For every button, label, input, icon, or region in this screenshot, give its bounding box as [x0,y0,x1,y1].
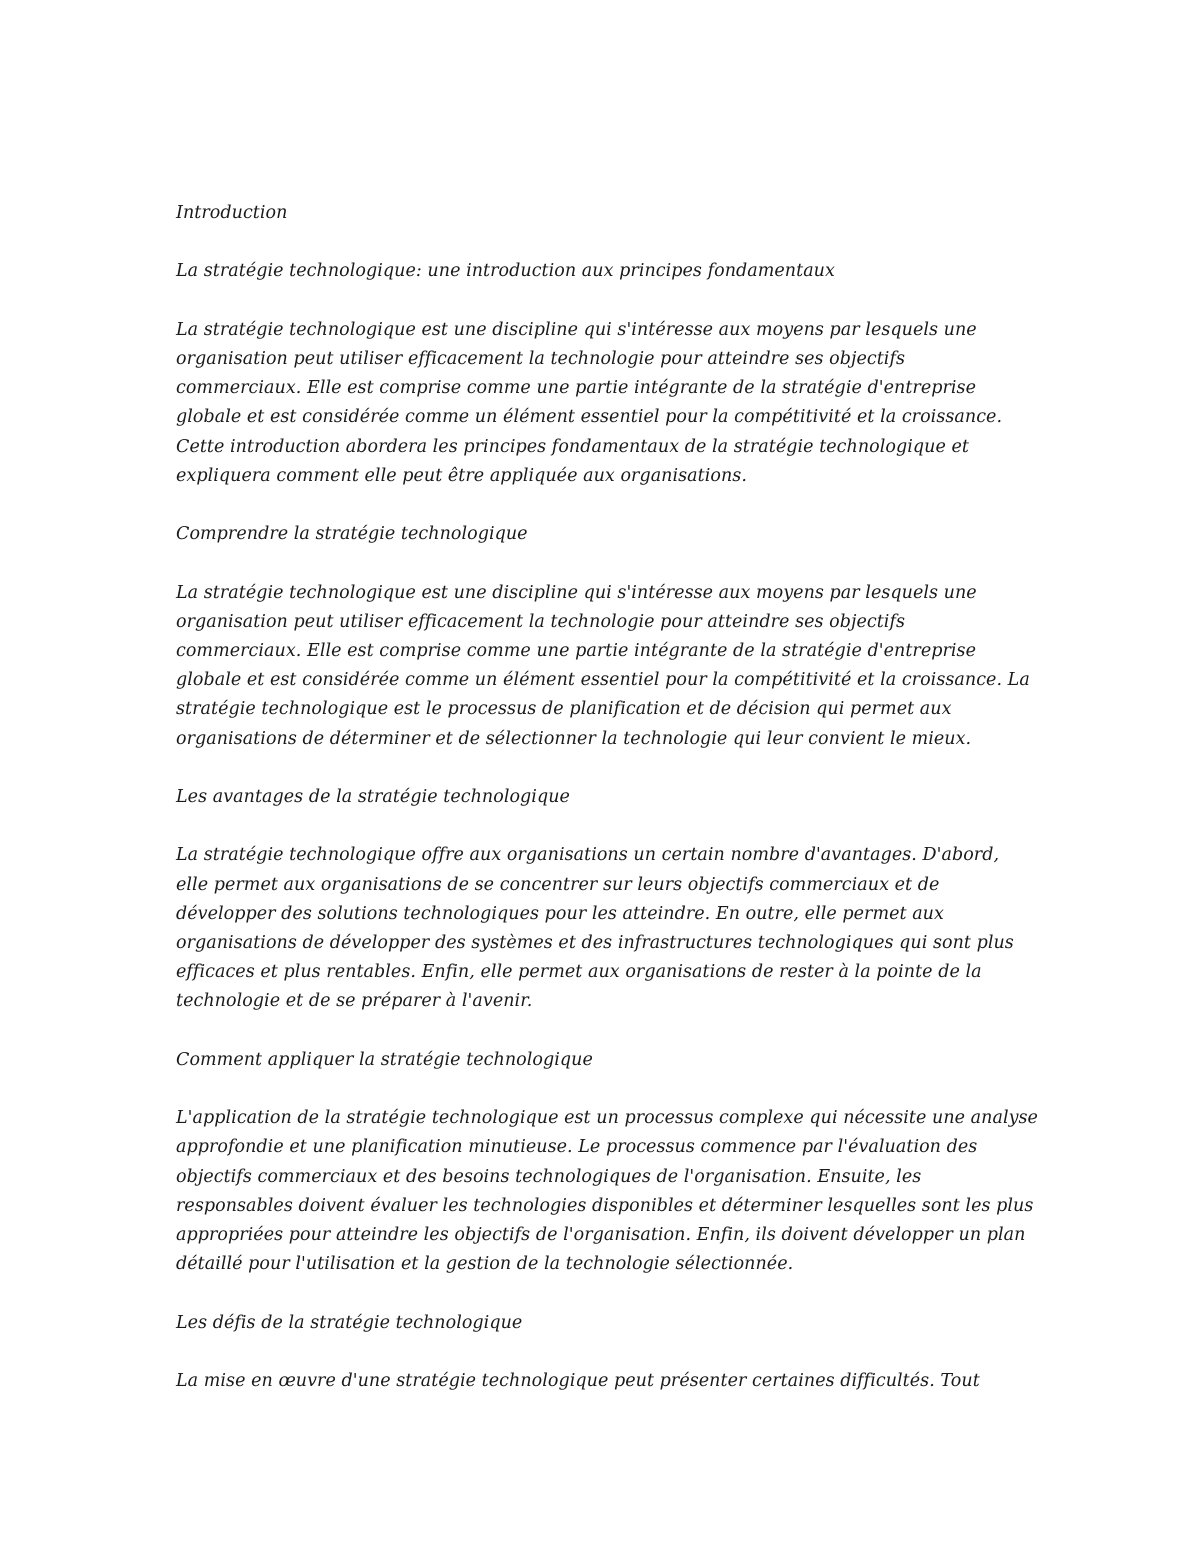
paragraph-line: stratégie technologique est le processus de planification et de décision qui permet aux [176,699,952,720]
paragraph-line: appropriées pour atteindre les objectifs de l'organisation. Enfin, ils doivent développer un plan [176,1224,1026,1245]
paragraph-line: organisation peut utiliser efficacement la technologie pour atteindre ses objectifs [176,611,906,632]
paragraph-line: elle permet aux organisations de se concentrer sur leurs objectifs commerciaux et de [176,874,940,895]
document-subtitle: La stratégie technologique: une introduction aux principes fondamentaux [176,261,835,282]
paragraph-line: La stratégie technologique est une discipline qui s'intéresse aux moyens par lesquels une [176,582,977,603]
paragraph-line: L'application de la stratégie technologique est un processus complexe qui nécessite une analyse [176,1108,1038,1129]
paragraph-line: détaillé pour l'utilisation et la gestion de la technologie sélectionnée. [176,1254,794,1275]
paragraph-line: globale et est considérée comme un élément essentiel pour la compétitivité et la croissance. La [176,670,1030,691]
paragraph-line: responsables doivent évaluer les technologies disponibles et déterminer lesquelles sont les plus [176,1195,1034,1216]
paragraph-line: globale et est considérée comme un élément essentiel pour la compétitivité et la croissance. [176,407,1003,428]
paragraph-line: technologie et de se préparer à l'avenir. [176,991,533,1012]
paragraph-comprendre [176,579,1036,754]
paragraph-line: La mise en œuvre d'une stratégie technologique peut présenter certaines difficultés. Tout [176,1370,980,1391]
paragraph-line: développer des solutions technologiques pour les atteindre. En outre, elle permet aux [176,903,944,924]
paragraph-line: commerciaux. Elle est comprise comme une partie intégrante de la stratégie d'entreprise [176,378,976,399]
paragraph-line: objectifs commerciaux et des besoins technologiques de l'organisation. Ensuite, les [176,1166,922,1187]
heading-defis: Les défis de la stratégie technologique [176,1312,523,1333]
paragraph-line: organisations de développer des systèmes et des infrastructures technologiques qui sont plus [176,932,1014,953]
paragraph-avantages [176,841,1036,1016]
paragraph-line: expliquera comment elle peut être appliquée aux organisations. [176,465,747,486]
paragraph-line: approfondie et une planification minutieuse. Le processus commence par l'évaluation des [176,1137,978,1158]
paragraph-intro [176,316,1036,491]
paragraph-appliquer [176,1104,1036,1279]
heading-avantages: Les avantages de la stratégie technologique [176,786,570,807]
heading-comprendre: Comprendre la stratégie technologique [176,524,528,545]
document-body [176,199,1036,1425]
paragraph-line: organisation peut utiliser efficacement la technologie pour atteindre ses objectifs [176,348,906,369]
heading-introduction: Introduction [176,203,288,223]
paragraph-line: organisations de déterminer et de sélectionner la technologie qui leur convient le mieux. [176,728,972,749]
paragraph-defis [176,1367,1036,1396]
paragraph-line: La stratégie technologique offre aux organisations un certain nombre d'avantages. D'abord, [176,845,1000,866]
paragraph-line: efficaces et plus rentables. Enfin, elle permet aux organisations de rester à la pointe de la [176,962,982,983]
heading-appliquer: Comment appliquer la stratégie technologique [176,1049,593,1070]
paragraph-line: commerciaux. Elle est comprise comme une partie intégrante de la stratégie d'entreprise [176,640,976,661]
paragraph-line: Cette introduction abordera les principes fondamentaux de la stratégie technologique et [176,436,969,457]
paragraph-line: La stratégie technologique est une discipline qui s'intéresse aux moyens par lesquels une [176,319,977,340]
